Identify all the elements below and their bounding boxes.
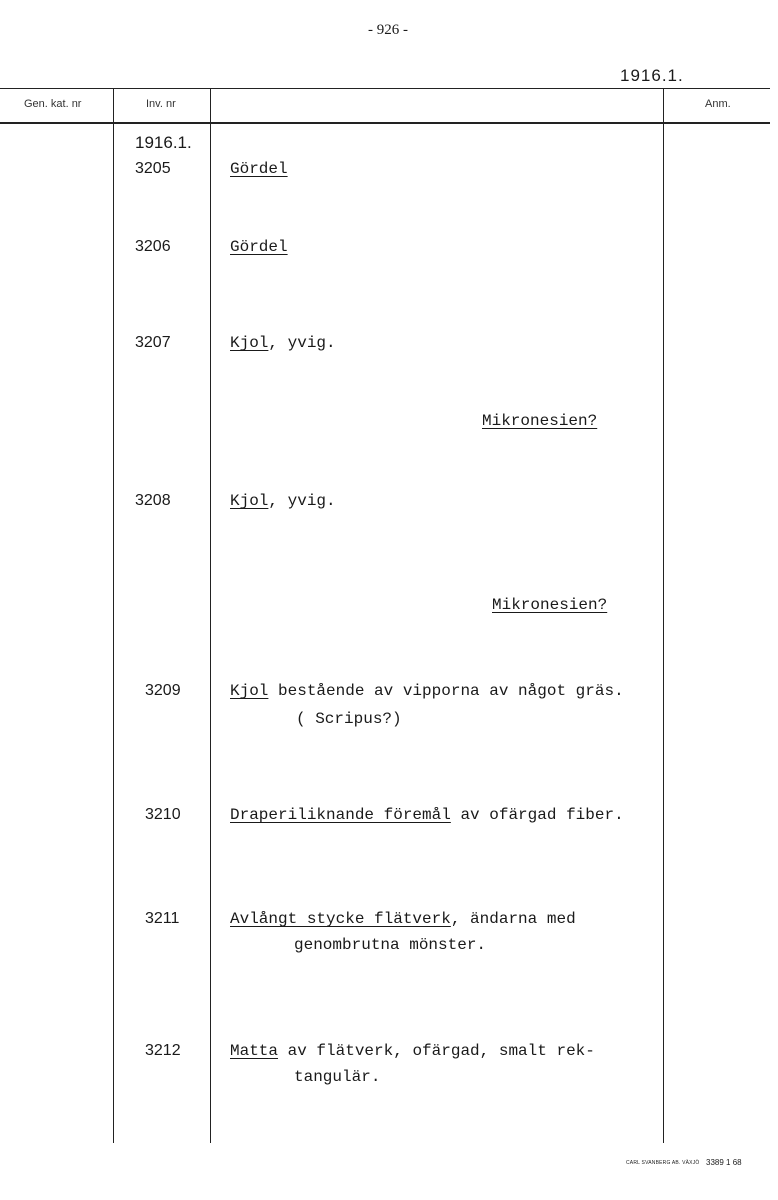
- entry-origin: Mikronesien?: [492, 596, 608, 614]
- entry-name: Kjol: [230, 682, 269, 700]
- entry-text: [230, 1042, 595, 1060]
- entry-rest: , yvig.: [268, 492, 336, 510]
- entry-text: [230, 160, 288, 178]
- entry-name: Kjol: [230, 492, 269, 510]
- column-divider-3: [663, 88, 664, 1143]
- entry-name: Gördel: [230, 238, 288, 256]
- column-divider-2: [210, 88, 211, 1143]
- entry-year: 1916.1.: [135, 133, 192, 152]
- inv-number: 3210: [145, 806, 181, 823]
- entry-continuation: genombrutna mönster.: [294, 936, 487, 954]
- entry-rest: av flätverk, ofärgad, smalt rek-: [278, 1042, 595, 1060]
- inv-number: 3209: [145, 682, 181, 699]
- entry-text: [230, 910, 576, 928]
- entry-rest: , ändarna med: [450, 910, 576, 928]
- entry-name: Draperiliknande föremål: [230, 806, 451, 824]
- entry-name: Matta: [230, 1042, 279, 1060]
- entry-text: [230, 238, 288, 256]
- table-top-line: [0, 88, 770, 89]
- entry-rest: , yvig.: [268, 334, 336, 352]
- entry-name: Gördel: [230, 160, 288, 178]
- column-divider-1: [113, 88, 114, 1143]
- entry-text: [230, 334, 336, 352]
- column-header-inv: Inv. nr: [146, 98, 176, 110]
- entry-rest: bestående av vipporna av något gräs.: [268, 682, 624, 700]
- printer-imprint: CARL SVANBERG AB. VÄXJÖ: [626, 1160, 700, 1166]
- entry-rest: av ofärgad fiber.: [450, 806, 624, 824]
- inv-number: 3205: [135, 160, 171, 177]
- inv-number: 3211: [145, 910, 180, 927]
- entry-origin: Mikronesien?: [482, 412, 598, 430]
- inv-number: 3207: [135, 334, 171, 351]
- page-number: - 926 -: [368, 22, 408, 38]
- entry-name: Kjol: [230, 334, 269, 352]
- inv-number: 3212: [145, 1042, 181, 1059]
- column-header-gen-kat: Gen. kat. nr: [24, 98, 82, 110]
- entry-text: [230, 806, 624, 824]
- form-number: 3389 1 68: [706, 1158, 742, 1167]
- inv-number: 3208: [135, 492, 171, 509]
- year-header: 1916.1.: [620, 66, 684, 85]
- entry-text: [230, 682, 624, 700]
- entry-name: Avlångt stycke flätverk: [230, 910, 451, 928]
- entry-continuation: ( Scripus?): [296, 710, 402, 728]
- entry-text: [230, 492, 336, 510]
- column-header-anm: Anm.: [705, 98, 731, 110]
- inv-number: 3206: [135, 238, 171, 255]
- entry-continuation: tangulär.: [294, 1068, 381, 1086]
- table-header-line: [0, 122, 770, 124]
